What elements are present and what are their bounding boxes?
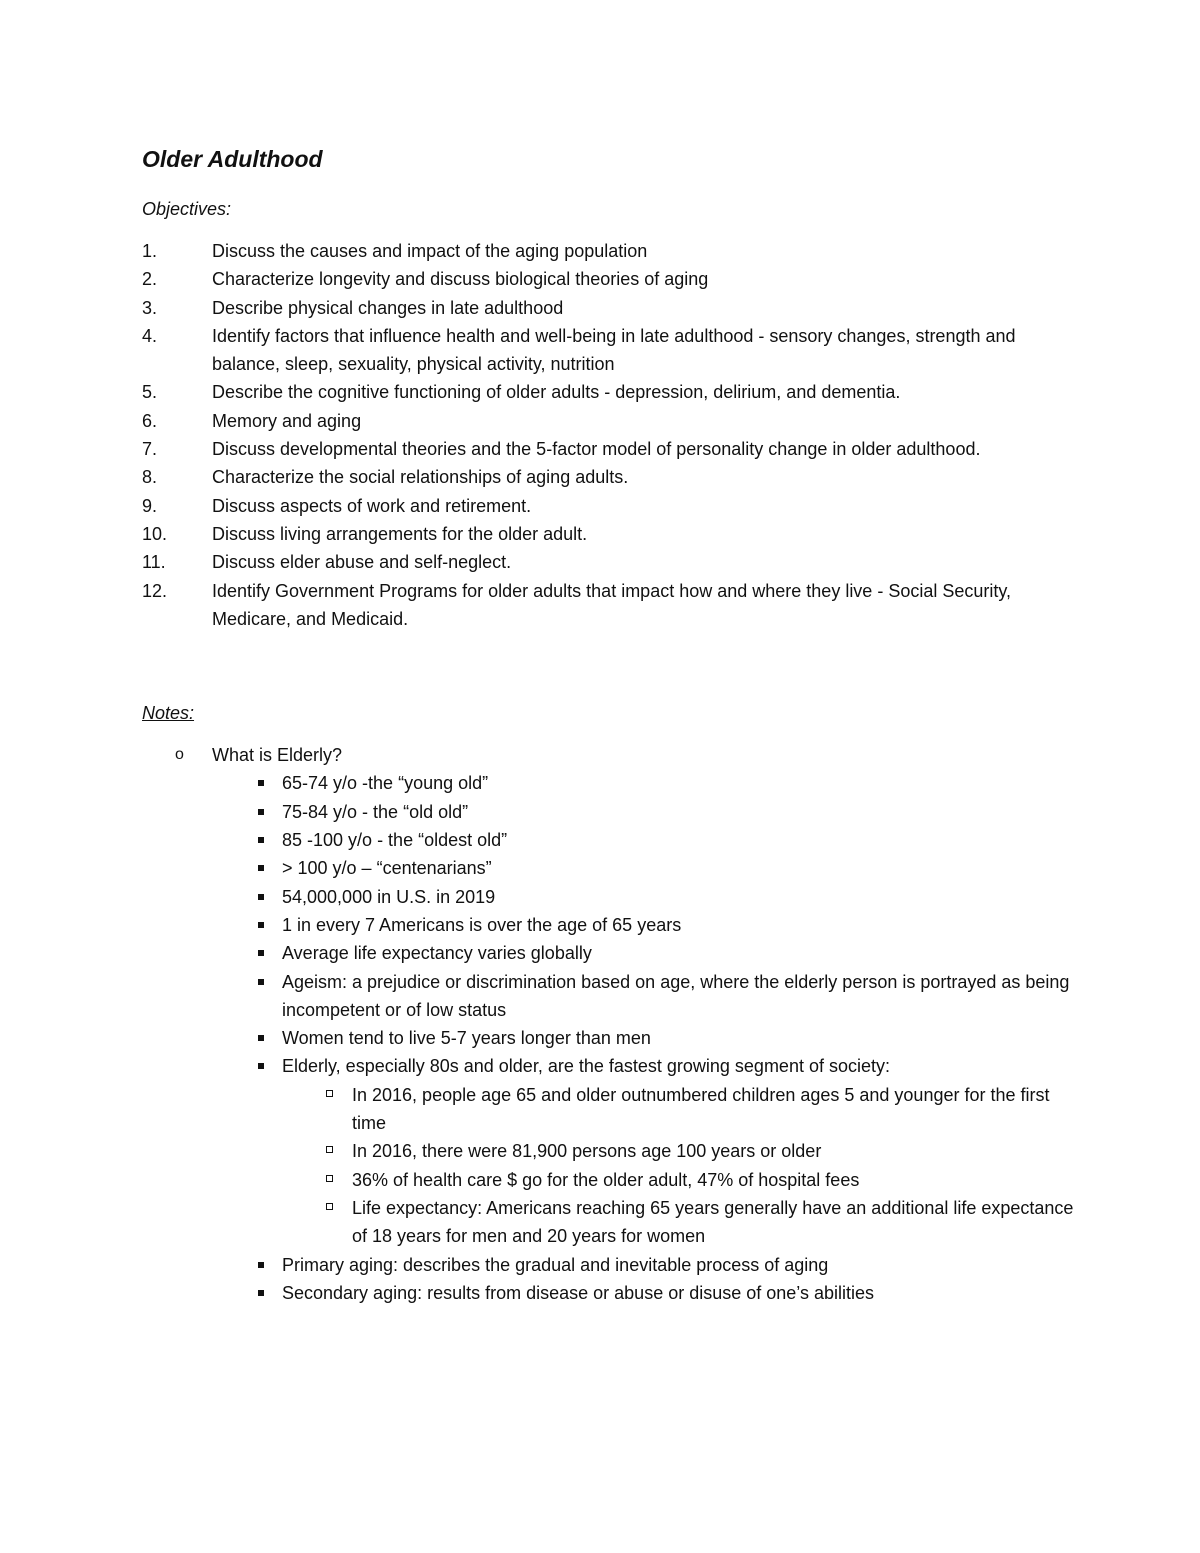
objective-item	[142, 463, 1082, 491]
objective-text: Describe physical changes in late adulthood	[212, 297, 564, 318]
objective-number: 6.	[142, 410, 158, 431]
notes-sublist	[212, 769, 1082, 1307]
objective-number: 1.	[142, 241, 158, 261]
objective-item	[142, 294, 1082, 322]
objective-number: 8.	[142, 467, 158, 488]
square-bullet-icon	[258, 1290, 264, 1296]
list-item-text: > 100 y/o – “centenarians”	[282, 858, 492, 879]
list-item	[212, 1251, 1082, 1279]
list-item	[212, 1024, 1082, 1052]
list-item	[212, 769, 1082, 797]
hollow-square-bullet-icon	[326, 1090, 333, 1097]
objective-text: Discuss the causes and impact of the aging population	[212, 241, 648, 261]
objective-item	[142, 577, 1082, 634]
objective-item	[142, 548, 1082, 576]
objective-item	[142, 407, 1082, 435]
objective-text: Characterize longevity and discuss biological theories of aging	[212, 269, 709, 290]
list-item	[212, 1052, 1082, 1250]
objective-number: 7.	[142, 439, 158, 460]
square-bullet-icon	[258, 1063, 264, 1069]
square-bullet-icon	[258, 780, 264, 786]
objective-number: 9.	[142, 495, 158, 516]
objective-number: 12.	[142, 580, 168, 601]
objective-text: Memory and aging	[212, 410, 362, 431]
document-content	[142, 143, 1082, 1307]
objective-text: Characterize the social relationships of aging adults.	[212, 467, 629, 488]
notes-list	[142, 741, 1082, 1307]
list-item	[212, 854, 1082, 882]
list-item	[212, 826, 1082, 854]
objective-number: 5.	[142, 382, 158, 403]
objective-number: 10.	[142, 523, 168, 544]
objective-text: Identify factors that influence health and well-being in late adulthood - sensory changes, strength and balance, sleep, sexuality, physical activity, nutrition	[212, 325, 1016, 375]
objective-number: 4.	[142, 325, 158, 346]
list-item-text: Average life expectancy varies globally	[282, 943, 592, 964]
notes-subsublist	[282, 1081, 1082, 1251]
objective-number: 2.	[142, 269, 158, 290]
objective-item	[142, 435, 1082, 463]
sub-list-item	[282, 1081, 1082, 1138]
list-item-text: Primary aging: describes the gradual and inevitable process of aging	[282, 1254, 829, 1275]
sub-list-item-text: In 2016, people age 65 and older outnumbered children ages 5 and younger for the first time	[352, 1084, 1050, 1134]
sub-list-item	[282, 1194, 1082, 1251]
objective-text: Identify Government Programs for older adults that impact how and where they live - Social Security, Medicare, and Medicaid.	[212, 580, 1012, 629]
notes-heading: Notes:	[142, 703, 195, 724]
sub-list-item-text: 36% of health care $ go for the older adult, 47% of hospital fees	[352, 1169, 860, 1190]
objective-item	[142, 378, 1082, 406]
notes-item-label: What is Elderly?	[212, 745, 343, 766]
list-item	[212, 798, 1082, 826]
objective-text: Discuss elder abuse and self-neglect.	[212, 552, 512, 573]
objective-text: Describe the cognitive functioning of older adults - depression, delirium, and dementia.	[212, 382, 901, 403]
objective-item	[142, 322, 1082, 379]
sub-list-item-text: Life expectancy: Americans reaching 65 years generally have an additional life expectance of 18 years for men and 20 years for women	[352, 1197, 1074, 1247]
objectives-list	[142, 237, 1082, 633]
list-item	[212, 968, 1082, 1025]
list-item-text: Elderly, especially 80s and older, are the fastest growing segment of society:	[282, 1056, 890, 1077]
square-bullet-icon	[258, 922, 264, 928]
square-bullet-icon	[258, 979, 264, 985]
objective-item	[142, 492, 1082, 520]
document-title: Older Adulthood	[142, 146, 323, 172]
sub-list-item-text: In 2016, there were 81,900 persons age 100 years or older	[352, 1141, 822, 1162]
hollow-square-bullet-icon	[326, 1175, 333, 1182]
list-item-text: 75-84 y/o - the “old old”	[282, 801, 469, 822]
notes-item-what-is-elderly	[142, 741, 1082, 1307]
hollow-square-bullet-icon	[326, 1203, 333, 1210]
circle-bullet-icon: o	[175, 746, 184, 764]
list-item	[212, 883, 1082, 911]
list-item-text: 54,000,000 in U.S. in 2019	[282, 886, 496, 907]
list-item	[212, 939, 1082, 967]
hollow-square-bullet-icon	[326, 1146, 333, 1153]
list-item	[212, 1279, 1082, 1307]
objective-text: Discuss living arrangements for the older adult.	[212, 523, 588, 544]
square-bullet-icon	[258, 1262, 264, 1268]
list-item-text: 85 -100 y/o - the “oldest old”	[282, 830, 508, 851]
square-bullet-icon	[258, 809, 264, 815]
square-bullet-icon	[258, 950, 264, 956]
objective-item	[142, 237, 1082, 265]
square-bullet-icon	[258, 1035, 264, 1041]
objective-text: Discuss aspects of work and retirement.	[212, 495, 532, 516]
objective-item	[142, 265, 1082, 293]
sub-list-item	[282, 1166, 1082, 1194]
list-item-text: 1 in every 7 Americans is over the age of 65 years	[282, 914, 682, 935]
list-item-text: Women tend to live 5-7 years longer than men	[282, 1028, 651, 1049]
list-item-text: Secondary aging: results from disease or abuse or disuse of one’s abilities	[282, 1282, 874, 1303]
objective-item	[142, 520, 1082, 548]
square-bullet-icon	[258, 865, 264, 871]
square-bullet-icon	[258, 837, 264, 843]
objective-number: 11.	[142, 552, 166, 573]
list-item-text: 65-74 y/o -the “young old”	[282, 773, 489, 794]
list-item	[212, 911, 1082, 939]
sub-list-item	[282, 1137, 1082, 1165]
square-bullet-icon	[258, 894, 264, 900]
list-item-text: Ageism: a prejudice or discrimination based on age, where the elderly person is portrayed as being incompetent or of low status	[282, 971, 1070, 1020]
objectives-heading: Objectives:	[142, 199, 232, 219]
objective-number: 3.	[142, 297, 158, 318]
objective-text: Discuss developmental theories and the 5-factor model of personality change in older adulthood.	[212, 439, 981, 460]
